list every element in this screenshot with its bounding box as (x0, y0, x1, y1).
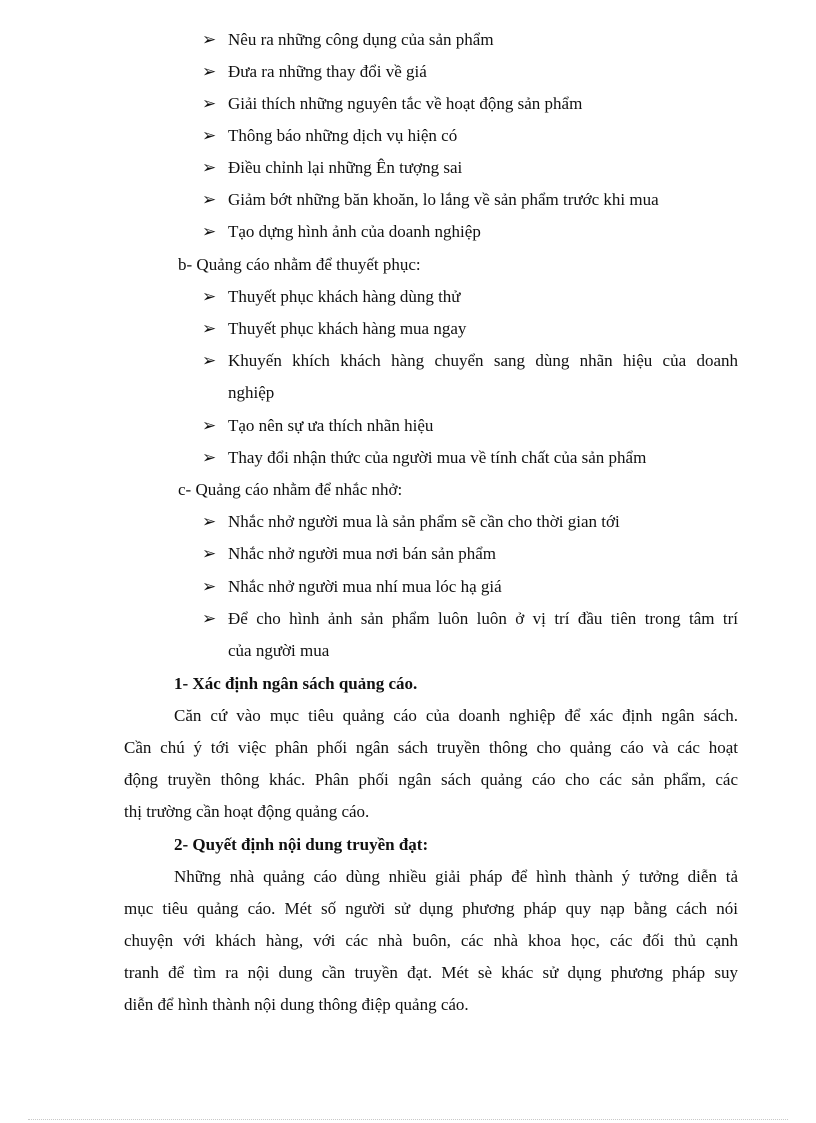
bullet-arrow-icon: ➢ (202, 190, 217, 209)
list-item: Giảm bớt những băn khoăn, lo lắng về sản phẩm trước khi mua (228, 190, 659, 209)
bullet-arrow-icon: ➢ (202, 158, 217, 177)
list-item: Điều chỉnh lại những Ên tượng sai (228, 158, 463, 177)
bullet-arrow-icon: ➢ (202, 94, 217, 113)
paragraph-line: động truyền thông khác. Phân phối ngân sách quảng cáo cho các sản phẩm, các (124, 770, 738, 789)
list-item: Nhắc nhở người mua nhí mua lóc hạ giá (228, 577, 502, 596)
page-bottom-divider (28, 1119, 788, 1120)
bullet-arrow-icon: ➢ (202, 62, 217, 81)
bullet-arrow-icon: ➢ (202, 416, 217, 435)
bullet-arrow-icon: ➢ (202, 126, 217, 145)
paragraph-line: mục tiêu quảng cáo. Mét số người sử dụng phương pháp quy nạp bằng cách nói (124, 899, 738, 918)
bullet-arrow-icon: ➢ (202, 30, 217, 49)
list-item: Thuyết phục khách hàng dùng thử (228, 287, 461, 306)
section-1-heading: 1- Xác định ngân sách quảng cáo. (174, 674, 418, 693)
list-item: Thay đổi nhận thức của người mua về tính chất của sản phẩm (228, 448, 647, 467)
bullet-arrow-icon: ➢ (202, 512, 217, 531)
bullet-arrow-icon: ➢ (202, 287, 217, 306)
bullet-arrow-icon: ➢ (202, 577, 217, 596)
list-item: Giải thích những nguyên tắc về hoạt động sản phẩm (228, 94, 583, 113)
paragraph-line: Cần chú ý tới việc phân phối ngân sách truyền thông cho quảng cáo và các hoạt (124, 738, 738, 757)
list-item: Để cho hình ảnh sản phẩm luôn luôn ở vị trí đầu tiên trong tâm trí (228, 609, 738, 628)
list-item: Đưa ra những thay đổi về giá (228, 62, 427, 81)
list-item: Nhắc nhở người mua nơi bán sản phẩm (228, 544, 496, 563)
section-c-heading: c- Quảng cáo nhằm để nhắc nhở: (178, 480, 403, 499)
bullet-arrow-icon: ➢ (202, 609, 217, 628)
bullet-arrow-icon: ➢ (202, 319, 217, 338)
list-item: Khuyến khích khách hàng chuyển sang dùng nhãn hiệu của doanh (228, 351, 738, 370)
list-item-continuation: của người mua (228, 641, 330, 660)
list-item: Thông báo những dịch vụ hiện có (228, 126, 458, 145)
list-item: Thuyết phục khách hàng mua ngay (228, 319, 467, 338)
section-b-heading: b- Quảng cáo nhằm để thuyết phục: (178, 255, 421, 274)
paragraph-line: thị trường cần hoạt động quảng cáo. (124, 802, 370, 821)
bullet-arrow-icon: ➢ (202, 448, 217, 467)
paragraph-line: chuyện với khách hàng, với các nhà buôn, các nhà khoa học, các đối thủ cạnh (124, 931, 738, 950)
bullet-arrow-icon: ➢ (202, 222, 217, 241)
bullet-arrow-icon: ➢ (202, 544, 217, 563)
list-item: Tạo nên sự ưa thích nhãn hiệu (228, 416, 434, 435)
paragraph-line: diễn để hình thành nội dung thông điệp quảng cáo. (124, 995, 469, 1014)
paragraph-line: tranh để tìm ra nội dung cần truyền đạt. Mét sè khác sử dụng phương pháp suy (124, 963, 738, 982)
list-item: Tạo dựng hình ảnh của doanh nghiệp (228, 222, 481, 241)
list-item: Nhắc nhở người mua là sản phẩm sẽ cần cho thời gian tới (228, 512, 620, 531)
list-item-continuation: nghiệp (228, 383, 275, 402)
list-item: Nêu ra những công dụng của sản phẩm (228, 30, 494, 49)
bullet-arrow-icon: ➢ (202, 351, 217, 370)
paragraph-line: Những nhà quảng cáo dùng nhiều giải pháp để hình thành ý tưởng diễn tả (174, 867, 738, 886)
paragraph-line: Căn cứ vào mục tiêu quảng cáo của doanh nghiệp để xác định ngân sách. (174, 706, 738, 725)
section-2-heading: 2- Quyết định nội dung truyền đạt: (174, 835, 429, 854)
